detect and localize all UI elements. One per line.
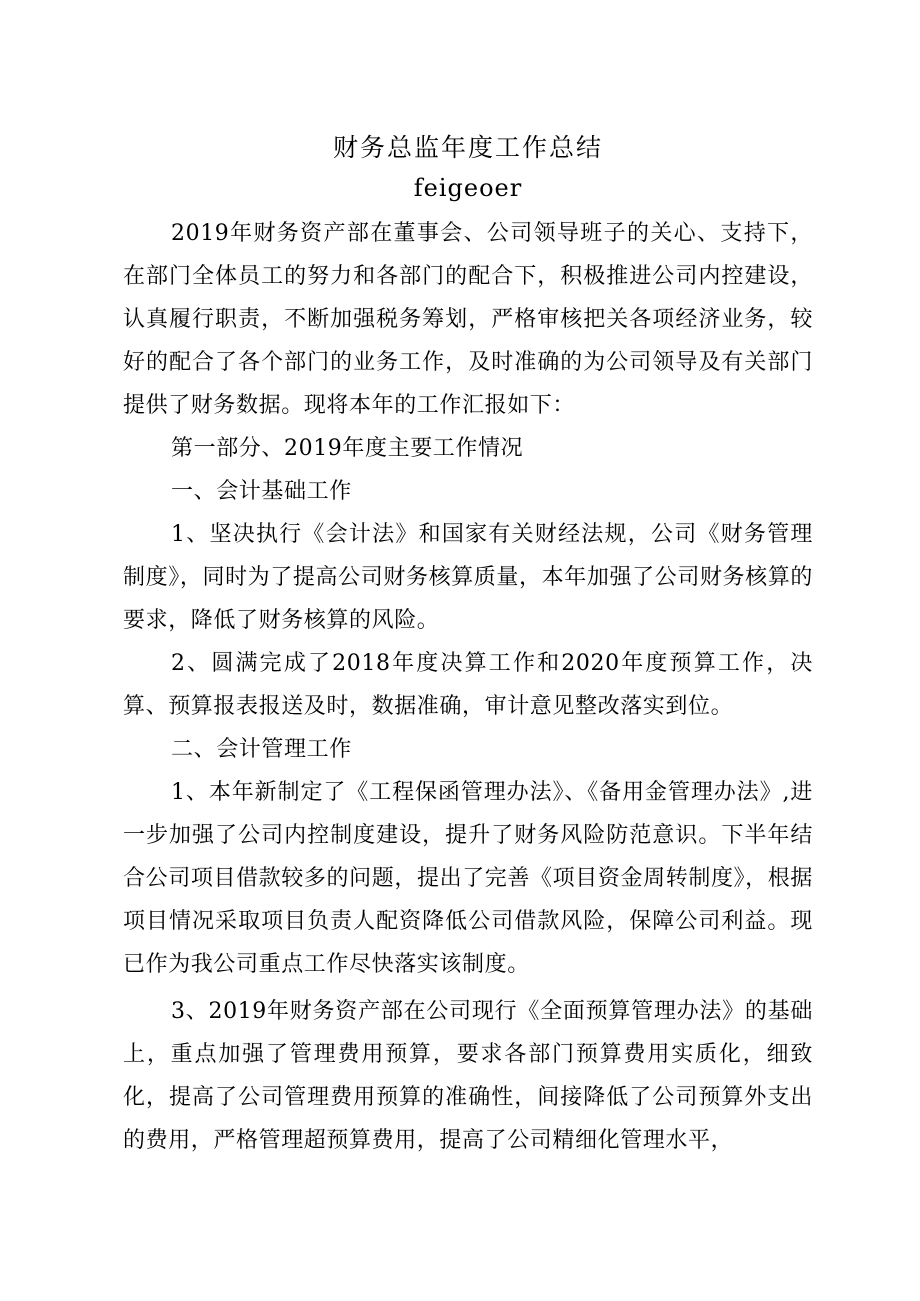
document-title: 财务总监年度工作总结 <box>332 133 603 162</box>
document-author: feigeoer <box>413 174 523 202</box>
part-one-heading: 第一部分、2019年度主要工作情况 <box>171 436 524 461</box>
section-two-item-1: 1、本年新制定了《工程保函管理办法》、《备用金管理办法》,进一步加强了公司内控制度建设，提升了财务风险防范意识。下半年结合公司项目借款较多的问题，提出了完善《项目资金周转制度》，根据项目情况采取项目负责人配资降低公司借款风险，保障公司利益。现已作为我公司重点工作尽快落实该制度。 <box>123 780 813 977</box>
section-one-item-1: 1、坚决执行《会计法》和国家有关财经法规，公司《财务管理制度》，同时为了提高公司财务核算质量，本年加强了公司财务核算的要求，降低了财务核算的风险。 <box>123 522 813 633</box>
document-body <box>123 128 813 1162</box>
section-two-item-3: 3、2019年财务资产部在公司现行《全面预算管理办法》的基础上，重点加强了管理费用预算，要求各部门预算费用实质化，细致化，提高了公司管理费用预算的准确性，间接降低了公司预算外支出的费用，严格管理超预算费用，提高了公司精细化管理水平， <box>123 999 813 1153</box>
section-one-item-2: 2、圆满完成了2018年度决算工作和2020年度预算工作，决算、预算报表报送及时，数据准确，审计意见整改落实到位。 <box>123 651 813 719</box>
section-two-heading: 二、会计管理工作 <box>171 737 352 762</box>
intro-paragraph: 2019年财务资产部在董事会、公司领导班子的关心、支持下，在部门全体员工的努力和各部门的配合下，积极推进公司内控建设，认真履行职责，不断加强税务筹划，严格审核把关各项经济业务，较好的配合了各个部门的业务工作，及时准确的为公司领导及有关部门提供了财务数据。现将本年的工作汇报如下： <box>123 221 813 418</box>
section-one-heading: 一、会计基础工作 <box>171 479 352 504</box>
